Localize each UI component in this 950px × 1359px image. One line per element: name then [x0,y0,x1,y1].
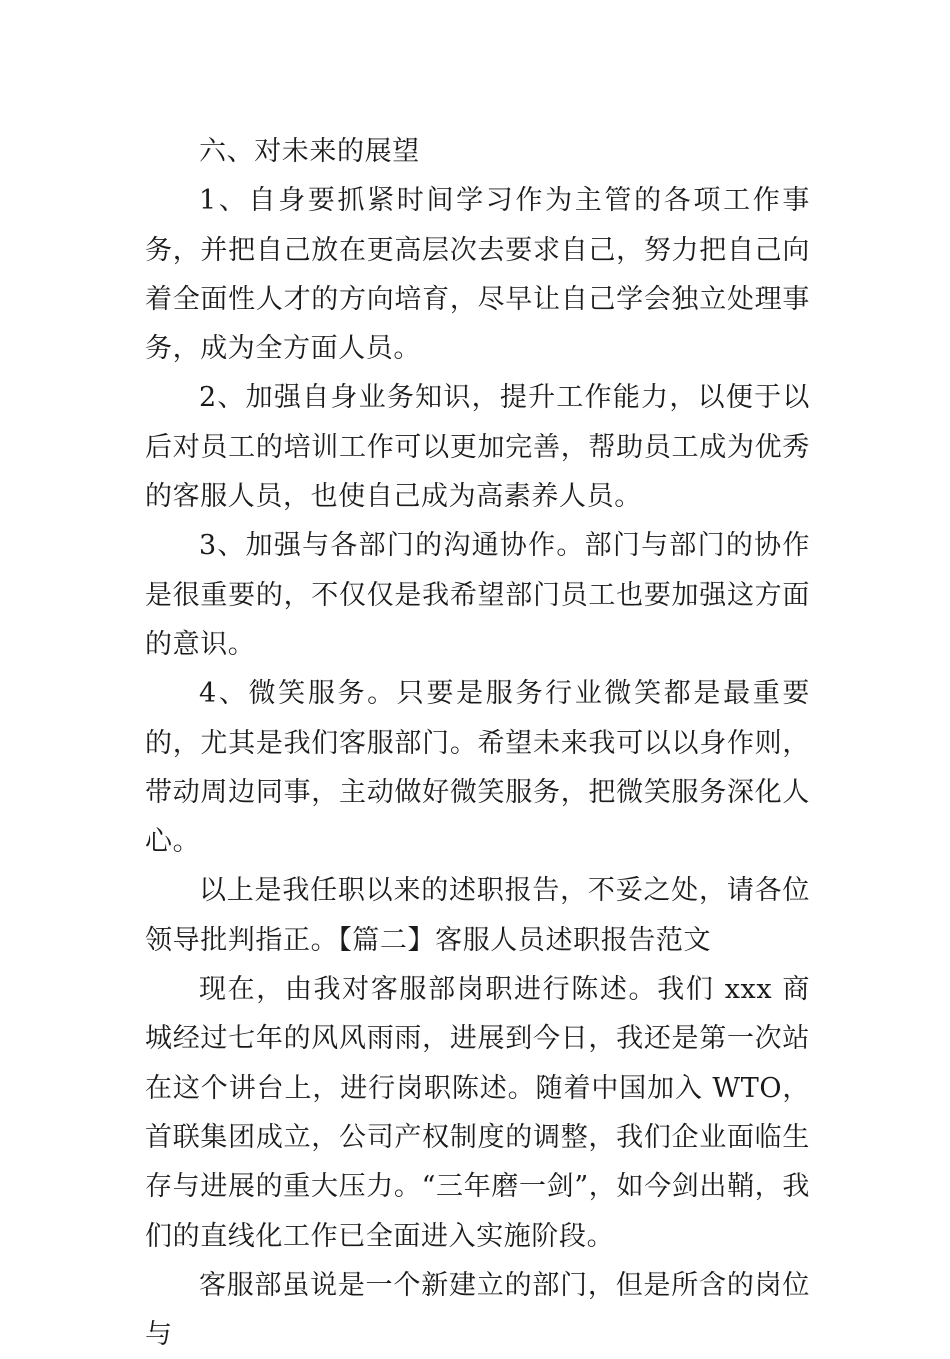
document-body [145,127,810,1359]
paragraph-1: 1、自身要抓紧时间学习作为主管的各项工作事务，并把自己放在更高层次去要求自己，努力把自己向着全面性人才的方向培育，尽早让自己学会独立处理事务，成为全方面人员。 [145,185,810,365]
paragraph-2: 2、加强自身业务知识，提升工作能力，以便于以后对员工的培训工作可以更加完善，帮助员工成为优秀的客服人员，也使自己成为高素养人员。 [145,382,810,513]
paragraph-5: 以上是我任职以来的述职报告，不妥之处，请各位领导批判指正。【篇二】客服人员述职报告范文 [145,875,810,956]
paragraph-7: 客服部虽说是一个新建立的部门，但是所含的岗位与 [145,1269,810,1351]
paragraph-4: 4、微笑服务。只要是服务行业微笑都是最重要的，尤其是我们客服部门。希望未来我可以以身作则，带动周边同事，主动做好微笑服务，把微笑服务深化人心。 [145,678,810,858]
paragraph-6: 现在，由我对客服部岗职进行陈述。我们 xxx 商城经过七年的风风雨雨，进展到今日，我还是第一次站在这个讲台上，进行岗职陈述。随着中国加入 WTO，首联集团成立，公司产权制度的调整，我们企业面临生存与进展的重大压力。“三年磨一剑”，如今剑出鞘，我们的直线化工作已全面进入实施阶段。 [145,974,810,1252]
paragraph-3: 3、加强与各部门的沟通协作。部门与部门的协作是很重要的，不仅仅是我希望部门员工也要加强这方面的意识。 [145,530,810,660]
section-heading: 六、对未来的展望 [199,136,420,167]
